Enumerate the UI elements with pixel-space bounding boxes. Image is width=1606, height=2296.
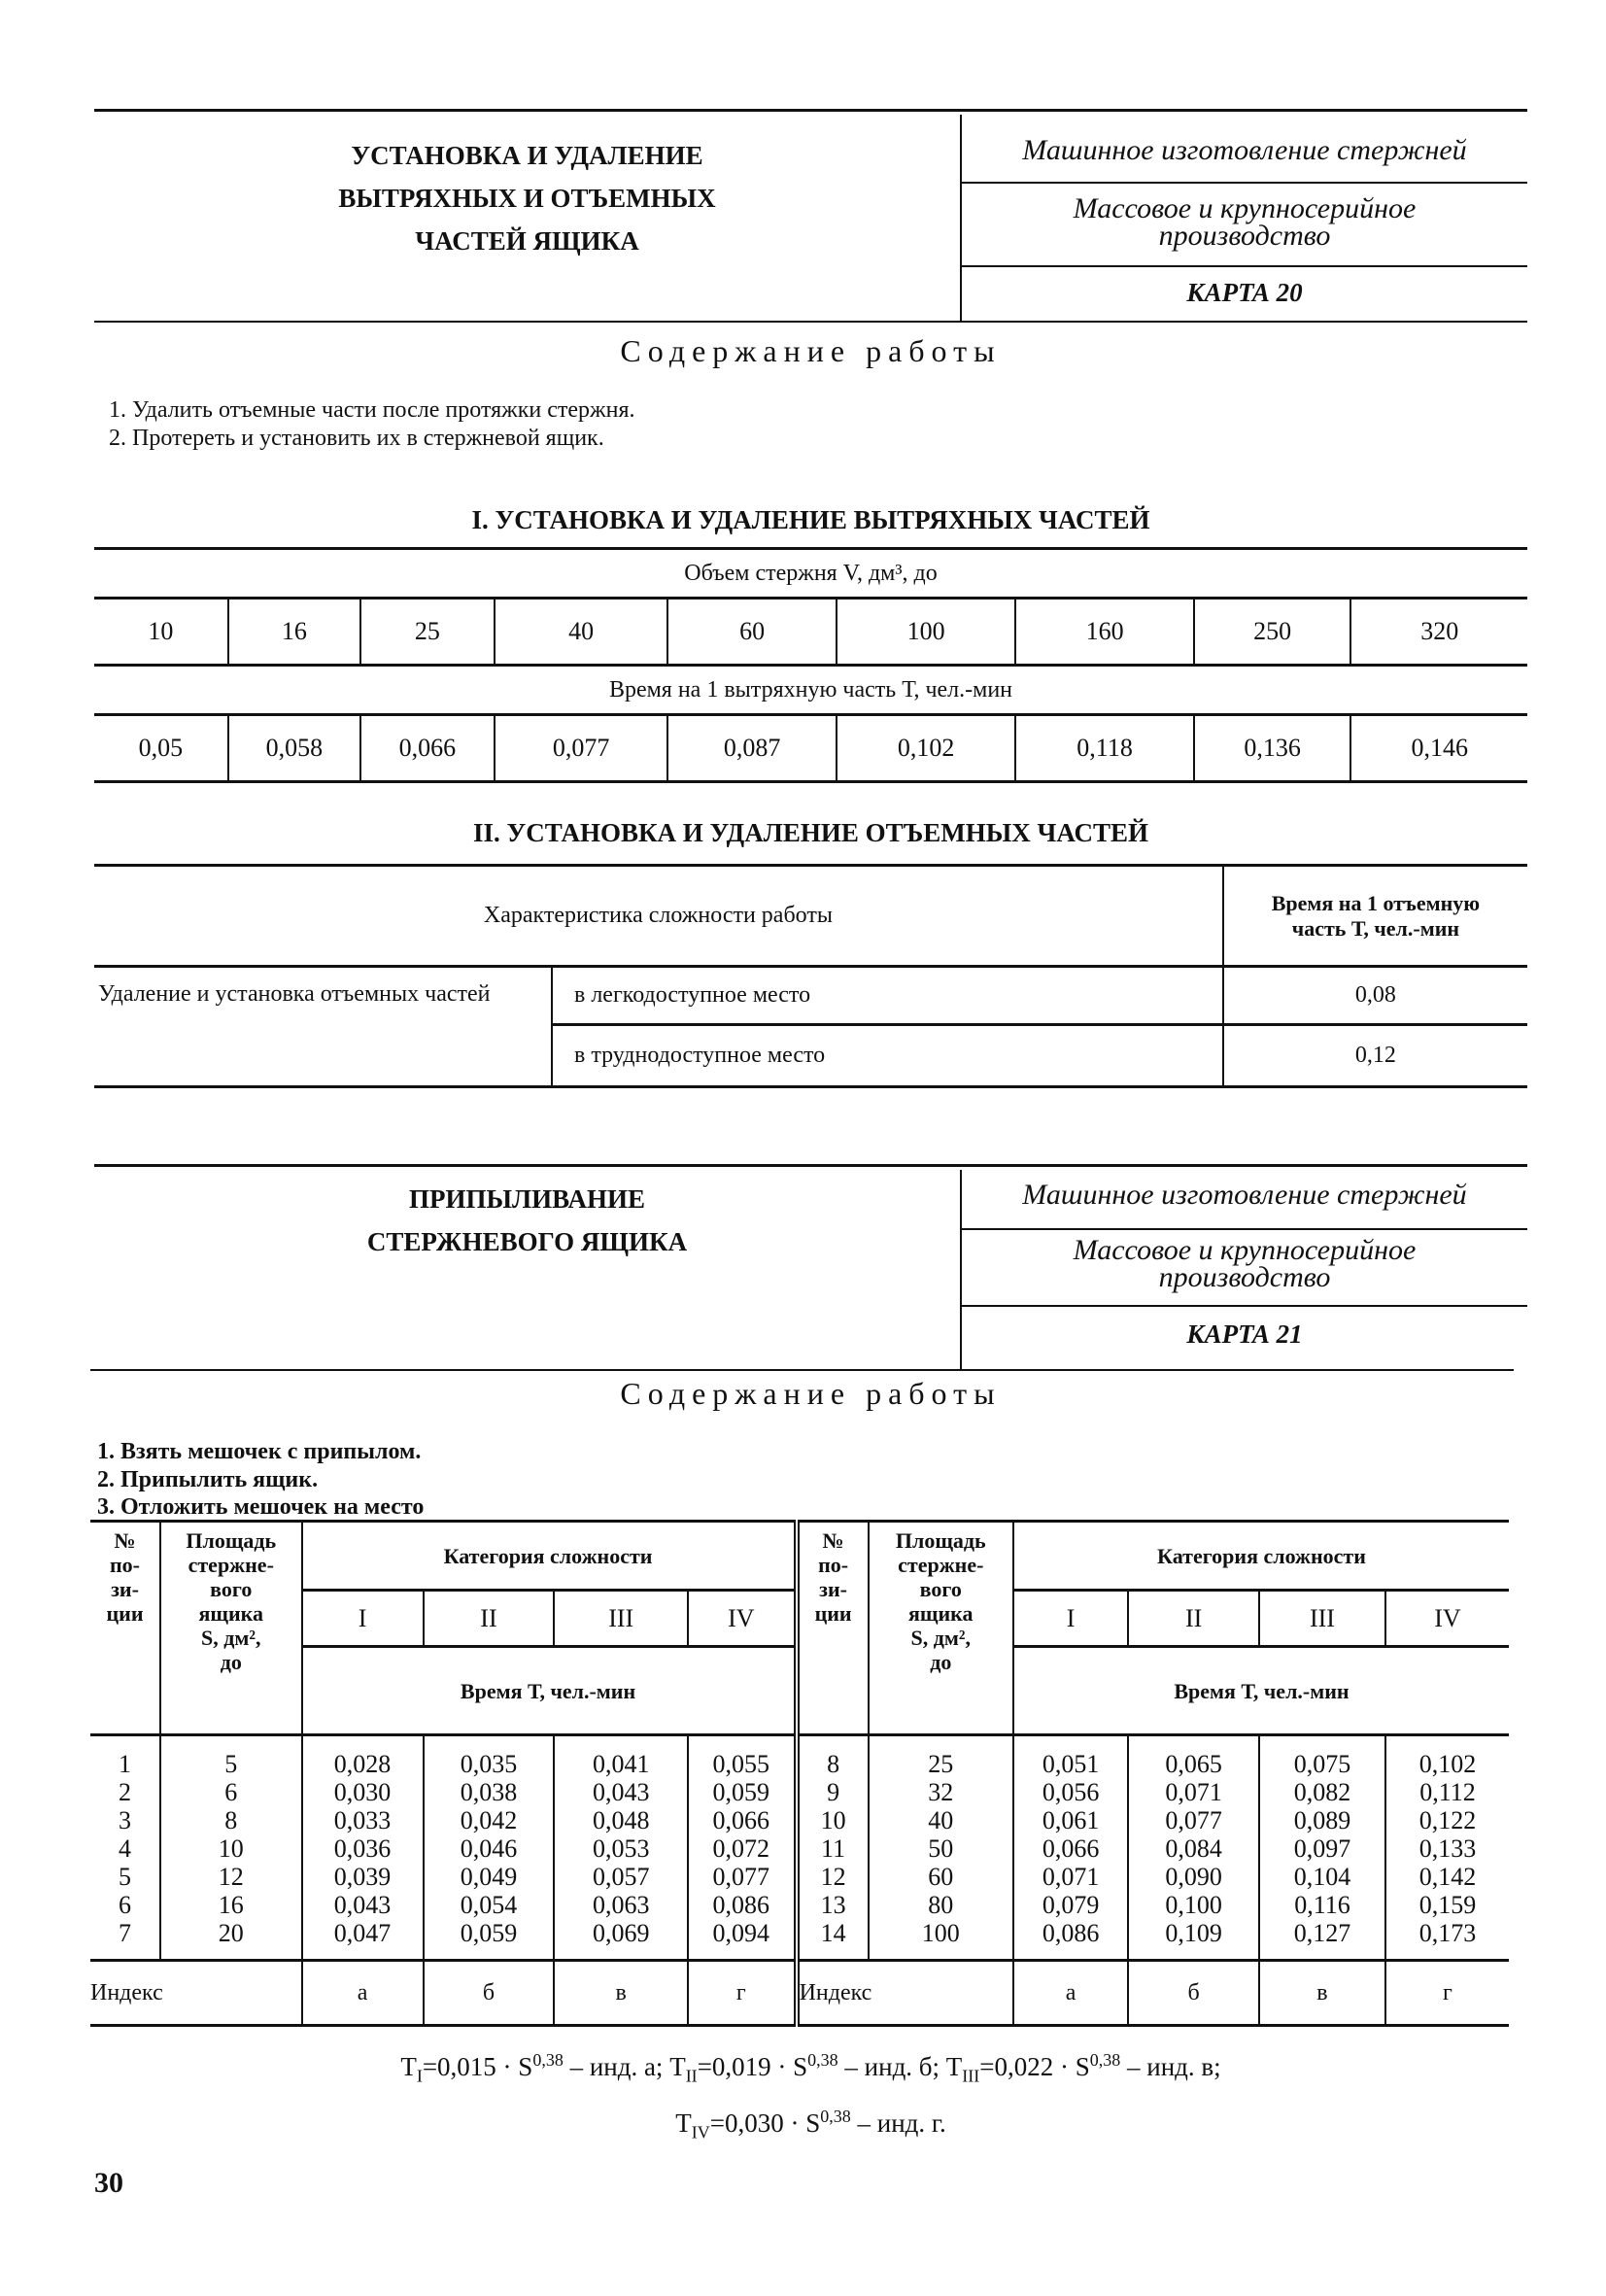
production-label: производство [1158, 1261, 1331, 1293]
table-cell: 0,043 [592, 1778, 650, 1806]
volume-value-cell: 10 [94, 599, 228, 666]
table-cell: 0,159 [1418, 1891, 1477, 1919]
time-header: Время Т, чел.-мин [302, 1647, 797, 1735]
index-cell: а [302, 1961, 424, 2026]
table-cell: 0,112 [1419, 1778, 1476, 1806]
time-column-3 [1259, 1735, 1385, 1961]
time-value-cell: 0,05 [94, 715, 228, 782]
formula-coef: =0,019 · S [697, 2052, 808, 2081]
table-cell: 0,033 [333, 1806, 392, 1834]
formula-exp: 0,38 [1089, 2050, 1121, 2070]
table-cell: 0,056 [1042, 1778, 1100, 1806]
volume-value-cell: 40 [495, 599, 668, 666]
table-cell: 0,077 [712, 1863, 770, 1891]
header-line: по- [110, 1553, 141, 1577]
table-cell: 100 [921, 1919, 960, 1947]
table-cell: 0,097 [1293, 1834, 1351, 1863]
card20-title [94, 134, 960, 262]
table-cell: 0,057 [592, 1863, 650, 1891]
table-cell: 0,048 [592, 1806, 650, 1834]
table-cell: 0,077 [1165, 1806, 1222, 1834]
card-number: КАРТА 20 [1186, 278, 1303, 307]
volume-value-cell: 160 [1015, 599, 1193, 666]
table-cell: 12 [820, 1863, 846, 1891]
position-header [797, 1522, 869, 1735]
index-cell: г [1385, 1961, 1509, 2026]
index-label: Индекс [90, 1979, 163, 2005]
title-line: УСТАНОВКА И УДАЛЕНИЕ [351, 141, 703, 170]
col-header-line: часть Т, чел.-мин [1291, 915, 1460, 941]
header-line: ящика [198, 1601, 263, 1626]
col-header: Характеристика сложности работы [94, 866, 1223, 967]
table-cell: 0,142 [1418, 1863, 1477, 1891]
table-cell: 10 [218, 1834, 244, 1863]
header-line: S, дм², [910, 1626, 971, 1650]
formula-sub: I [416, 2066, 423, 2086]
category-3: III [554, 1591, 688, 1647]
content-heading: Содержание работы [620, 333, 1002, 368]
table-cell: 0,038 [460, 1778, 518, 1806]
header-line: № [822, 1528, 844, 1553]
formula-t: T [400, 2052, 417, 2081]
header-line: стержне- [188, 1553, 274, 1577]
table-cell: 3 [119, 1806, 131, 1834]
formula-index: – инд. б; [837, 2052, 946, 2081]
table-cell: 60 [928, 1863, 954, 1891]
title-line: СТЕРЖНЕВОГО ЯЩИКА [366, 1227, 688, 1256]
time-column-2 [424, 1735, 555, 1961]
header-line: вого [919, 1577, 962, 1601]
index-cell: в [554, 1961, 688, 2026]
time-value-cell: 0,058 [228, 715, 360, 782]
rule [94, 109, 1527, 112]
process-label: Машинное изготовление стержней [1022, 1179, 1467, 1211]
table-cell: 0,086 [712, 1891, 770, 1919]
table-removable-parts [94, 864, 1527, 1088]
formula-sub: III [962, 2066, 980, 2086]
table-cell: 0,127 [1293, 1919, 1351, 1947]
category-4: IV [1385, 1591, 1509, 1647]
category-header: Категория сложности [302, 1522, 797, 1591]
table-cell: 2 [119, 1778, 131, 1806]
table-cell: 5 [224, 1750, 238, 1778]
category-4: IV [688, 1591, 797, 1647]
table-cell: 0,173 [1418, 1919, 1477, 1947]
category-1: I [302, 1591, 424, 1647]
header-line: ящика [908, 1601, 974, 1626]
table-cell: 16 [218, 1891, 244, 1919]
time-column-3 [554, 1735, 688, 1961]
table-cell: 0,084 [1165, 1834, 1222, 1863]
formula-t: T [675, 2108, 692, 2138]
formula-index: – инд. г. [850, 2108, 946, 2138]
category-2: II [424, 1591, 555, 1647]
table-cell: 0,075 [1293, 1750, 1351, 1778]
table-cell: 0,104 [1293, 1863, 1351, 1891]
header-line: Площадь [895, 1528, 986, 1553]
header-line: ции [814, 1601, 852, 1626]
time-value-cell: 0,118 [1015, 715, 1193, 782]
area-header [869, 1522, 1013, 1735]
table-cell: 0,054 [460, 1891, 518, 1919]
rule [962, 182, 1527, 184]
volume-value-cell: 320 [1350, 599, 1527, 666]
title-line: ЧАСТЕЙ ЯЩИКА [415, 226, 639, 256]
col-header [1223, 866, 1527, 967]
table-cell: 0,071 [1042, 1863, 1100, 1891]
time-column-1 [1013, 1735, 1128, 1961]
section-heading: II. УСТАНОВКА И УДАЛЕНИЕ ОТЪЕМНЫХ ЧАСТЕЙ [472, 818, 1149, 847]
formula-line-1 [94, 2050, 1527, 2086]
table-extractable-parts [94, 547, 1527, 783]
step-item: 2. Протереть и установить их в стержневой ящик. [109, 426, 604, 451]
table-cell: 0,089 [1293, 1806, 1351, 1834]
volume-label: Объем стержня V, дм³, до [684, 560, 938, 586]
section-heading: I. УСТАНОВКА И УДАЛЕНИЕ ВЫТРЯХНЫХ ЧАСТЕЙ [471, 505, 1150, 534]
page-number: 30 [94, 2167, 123, 2199]
table-cell: 0,065 [1165, 1750, 1222, 1778]
table-cell: 0,042 [460, 1806, 518, 1834]
title-line: ПРИПЫЛИВАНИЕ [409, 1184, 645, 1214]
table-cell: 5 [119, 1863, 131, 1891]
header-line: ции [106, 1601, 144, 1626]
time-value-cell: 0,102 [837, 715, 1015, 782]
table-cell: 4 [119, 1834, 131, 1863]
table-cell: 6 [119, 1891, 131, 1919]
table-cell: 0,061 [1042, 1806, 1100, 1834]
time-cell: 0,08 [1223, 967, 1527, 1025]
table-cell: 0,133 [1418, 1834, 1477, 1863]
time-value-cell: 0,087 [667, 715, 837, 782]
header-line: № [114, 1528, 136, 1553]
time-cell: 0,12 [1223, 1025, 1527, 1087]
table-cell: 8 [827, 1750, 840, 1778]
table-cell: 40 [928, 1806, 954, 1834]
volume-value-cell: 100 [837, 599, 1015, 666]
table-cell: 0,051 [1042, 1750, 1100, 1778]
rule [94, 1164, 1527, 1167]
table-cell: 11 [821, 1834, 846, 1863]
table-cell: 0,072 [712, 1834, 770, 1863]
table-cell: 0,109 [1165, 1919, 1222, 1947]
table-cell: 0,035 [460, 1750, 518, 1778]
category-3: III [1259, 1591, 1385, 1647]
header-line: по- [818, 1553, 849, 1577]
formula-exp: 0,38 [532, 2050, 564, 2070]
area-header [160, 1522, 301, 1735]
category-1: I [1013, 1591, 1128, 1647]
formula-exp: 0,38 [807, 2050, 838, 2070]
table-cell: 50 [928, 1834, 954, 1863]
index-cell: г [688, 1961, 797, 2026]
table-cell: 1 [119, 1750, 131, 1778]
formula-sub: IV [691, 2122, 710, 2142]
header-line: S, дм², [201, 1626, 261, 1650]
time-value-cell: 0,146 [1350, 715, 1527, 782]
table-cell: 32 [928, 1778, 954, 1806]
time-header: Время Т, чел.-мин [1013, 1647, 1509, 1735]
rule [962, 1305, 1527, 1307]
table-cell: 8 [224, 1806, 238, 1834]
table-cell: 0,049 [460, 1863, 518, 1891]
table-cell: 10 [820, 1806, 846, 1834]
volume-value-cell: 250 [1194, 599, 1351, 666]
table-cell: 25 [928, 1750, 954, 1778]
header-line: зи- [819, 1577, 847, 1601]
table-cell: 6 [224, 1778, 238, 1806]
table-cell: 0,043 [333, 1891, 392, 1919]
table-cell: 0,066 [1042, 1834, 1100, 1863]
time-column-4 [688, 1735, 797, 1961]
formula-exp: 0,38 [820, 2107, 851, 2126]
step-item: 1. Удалить отъемные части после протяжки стержня. [109, 397, 635, 423]
header-line: Площадь [186, 1528, 277, 1553]
time-label: Время на 1 вытряхную часть Т, чел.-мин [608, 676, 1013, 703]
index-label: Индекс [797, 1961, 1013, 2026]
time-value-cell: 0,066 [360, 715, 495, 782]
table-cell: 0,059 [712, 1778, 770, 1806]
formula-index: – инд. а; [563, 2052, 670, 2081]
condition-cell: в труднодоступное место [552, 1025, 1223, 1087]
table-cell: 7 [119, 1919, 131, 1947]
table-cell: 0,066 [712, 1806, 770, 1834]
table-dusting-times [90, 1520, 1509, 2027]
formula-coef: =0,030 · S [709, 2108, 821, 2138]
process-label: Машинное изготовление стержней [1022, 134, 1467, 166]
position-column [797, 1735, 869, 1961]
header-line: вого [210, 1577, 253, 1601]
production-label: Массовое и крупносерийное [1073, 192, 1417, 224]
condition-cell: в легкодоступное место [552, 967, 1223, 1025]
table-cell: 13 [820, 1891, 846, 1919]
area-column [869, 1735, 1013, 1961]
table-cell: 0,071 [1165, 1778, 1222, 1806]
formula-coef: =0,015 · S [422, 2052, 533, 2081]
table-cell: 0,047 [333, 1919, 392, 1947]
table-cell: 0,030 [333, 1778, 392, 1806]
table-cell: 0,053 [592, 1834, 650, 1863]
production-label: производство [1158, 220, 1331, 252]
formula-coef: =0,022 · S [979, 2052, 1090, 2081]
table-cell: 0,063 [592, 1891, 650, 1919]
header-line: до [220, 1650, 242, 1674]
time-column-4 [1385, 1735, 1509, 1961]
index-cell: б [424, 1961, 555, 2026]
table-cell: 0,116 [1294, 1891, 1350, 1919]
position-header [90, 1522, 160, 1735]
table-cell: 0,069 [592, 1919, 650, 1947]
table-cell: 0,082 [1293, 1778, 1351, 1806]
volume-value-cell: 25 [360, 599, 495, 666]
table-cell: 14 [820, 1919, 846, 1947]
volume-value-cell: 16 [228, 599, 360, 666]
production-label: Массовое и крупносерийное [1073, 1234, 1417, 1266]
table-cell: 80 [928, 1891, 954, 1919]
time-value-cell: 0,136 [1194, 715, 1351, 782]
volume-value-cell: 60 [667, 599, 837, 666]
index-cell: в [1259, 1961, 1385, 2026]
formula-sub: II [685, 2066, 698, 2086]
title-line: ВЫТРЯХНЫХ И ОТЪЕМНЫХ [338, 184, 716, 213]
table-cell: 0,041 [592, 1750, 650, 1778]
table-cell: 0,028 [333, 1750, 392, 1778]
content-heading: Содержание работы [620, 1376, 1002, 1411]
position-column [90, 1735, 160, 1961]
rule [962, 1228, 1527, 1230]
col-header-line: Время на 1 отъемную [1271, 890, 1481, 915]
table-cell: 0,100 [1165, 1891, 1222, 1919]
formula-t: T [945, 2052, 963, 2081]
table-cell: 0,102 [1418, 1750, 1477, 1778]
header-line: зи- [111, 1577, 139, 1601]
table-cell: 0,036 [333, 1834, 392, 1863]
table-cell: 0,055 [712, 1750, 770, 1778]
formula-t: T [669, 2052, 686, 2081]
time-column-1 [302, 1735, 424, 1961]
card21-title [94, 1178, 960, 1263]
table-cell: 0,046 [460, 1834, 518, 1863]
table-cell: 9 [827, 1778, 840, 1806]
time-value-cell: 0,077 [495, 715, 668, 782]
table-cell: 12 [218, 1863, 244, 1891]
table-cell: 20 [218, 1919, 244, 1947]
table-cell: 0,086 [1042, 1919, 1100, 1947]
table-cell: 0,094 [712, 1919, 770, 1947]
index-cell: б [1128, 1961, 1259, 2026]
index-cell: а [1013, 1961, 1128, 2026]
rule [90, 1369, 1514, 1371]
step-item: 1. Взять мешочек с припылом. [97, 1439, 422, 1464]
table-cell: 0,090 [1165, 1863, 1222, 1891]
time-column-2 [1128, 1735, 1259, 1961]
rule [962, 265, 1527, 267]
area-column [160, 1735, 301, 1961]
step-item: 2. Припылить ящик. [97, 1467, 319, 1492]
formula-line-2 [94, 2107, 1527, 2142]
formula-index: – инд. в; [1120, 2052, 1221, 2081]
row-group-label: Удаление и установка отъемных частей [94, 967, 552, 1087]
header-line: до [930, 1650, 952, 1674]
table-cell: 0,079 [1042, 1891, 1100, 1919]
step-item: 3. Отложить мешочек на место [97, 1494, 425, 1520]
card-number: КАРТА 21 [1186, 1319, 1303, 1349]
header-line: стержне- [898, 1553, 984, 1577]
category-header: Категория сложности [1013, 1522, 1509, 1591]
category-2: II [1128, 1591, 1259, 1647]
table-cell: 0,122 [1418, 1806, 1477, 1834]
table-cell: 0,059 [460, 1919, 518, 1947]
table-cell: 0,039 [333, 1863, 392, 1891]
rule [94, 321, 1527, 323]
